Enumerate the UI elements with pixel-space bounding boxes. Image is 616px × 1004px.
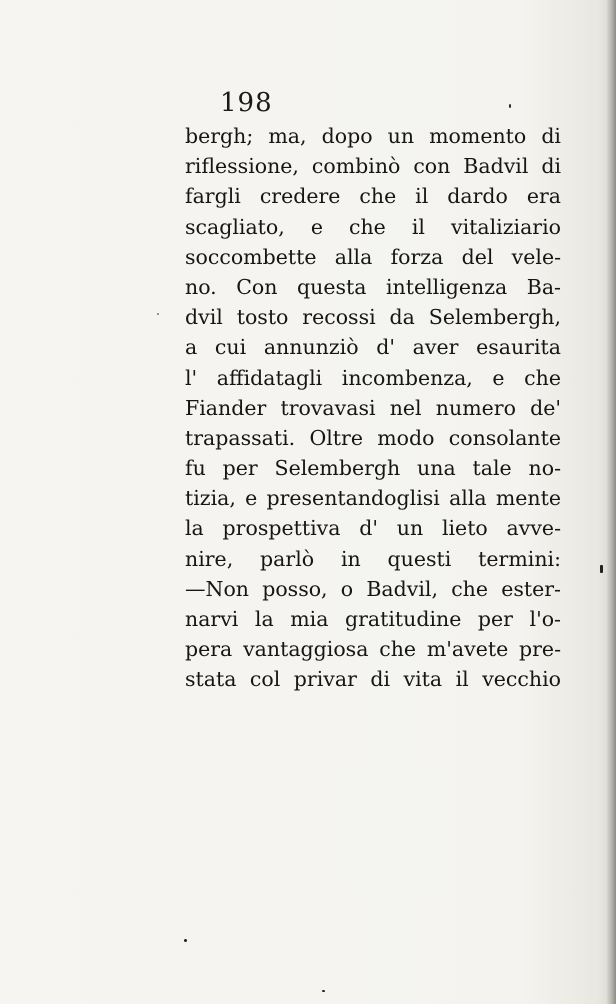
text-line: —Non posso, o Badvil, che ester- [185,576,561,601]
paper-speck [157,313,159,315]
paper-speck [509,104,511,108]
paper-speck [600,565,603,573]
text-line: fu per Selembergh una tale no- [185,456,561,481]
page-number: 198 [220,88,273,118]
text-line: soccombette alla forza del vele- [185,244,561,269]
text-line: riflessione, combinò con Badvil di [185,154,561,179]
text-line: la prospettiva d' un lieto avve- [185,516,561,541]
text-line: trapassati. Oltre modo consolante [185,425,561,450]
text-line: stata col privar di vita il vecchio [185,667,561,692]
text-line: no. Con questa intelligenza Ba- [185,274,561,299]
text-line: tizia, e presentandoglisi alla mente [185,486,561,511]
body-text [185,121,561,695]
text-line: l' affidatagli incombenza, e che [185,365,561,390]
text-line: dvil tosto recossi da Selembergh, [185,305,561,330]
text-line: fargli credere che il dardo era [185,184,561,209]
text-line: narvi la mia gratitudine per l'o- [185,607,561,631]
paper-speck [322,990,325,992]
text-line: Fiander trovavasi nel numero de' [185,395,561,420]
text-line: bergh; ma, dopo un momento di [185,124,561,148]
paper-speck [184,939,187,942]
text-line: pera vantaggiosa che m'avete pre- [185,637,561,662]
text-line: scagliato, e che il vitaliziario [185,214,561,239]
page-edge-shadow [606,0,616,1004]
text-line: nire, parlò in questi termini: [185,546,561,571]
text-line: a cui annunziò d' aver esaurita [185,335,561,360]
